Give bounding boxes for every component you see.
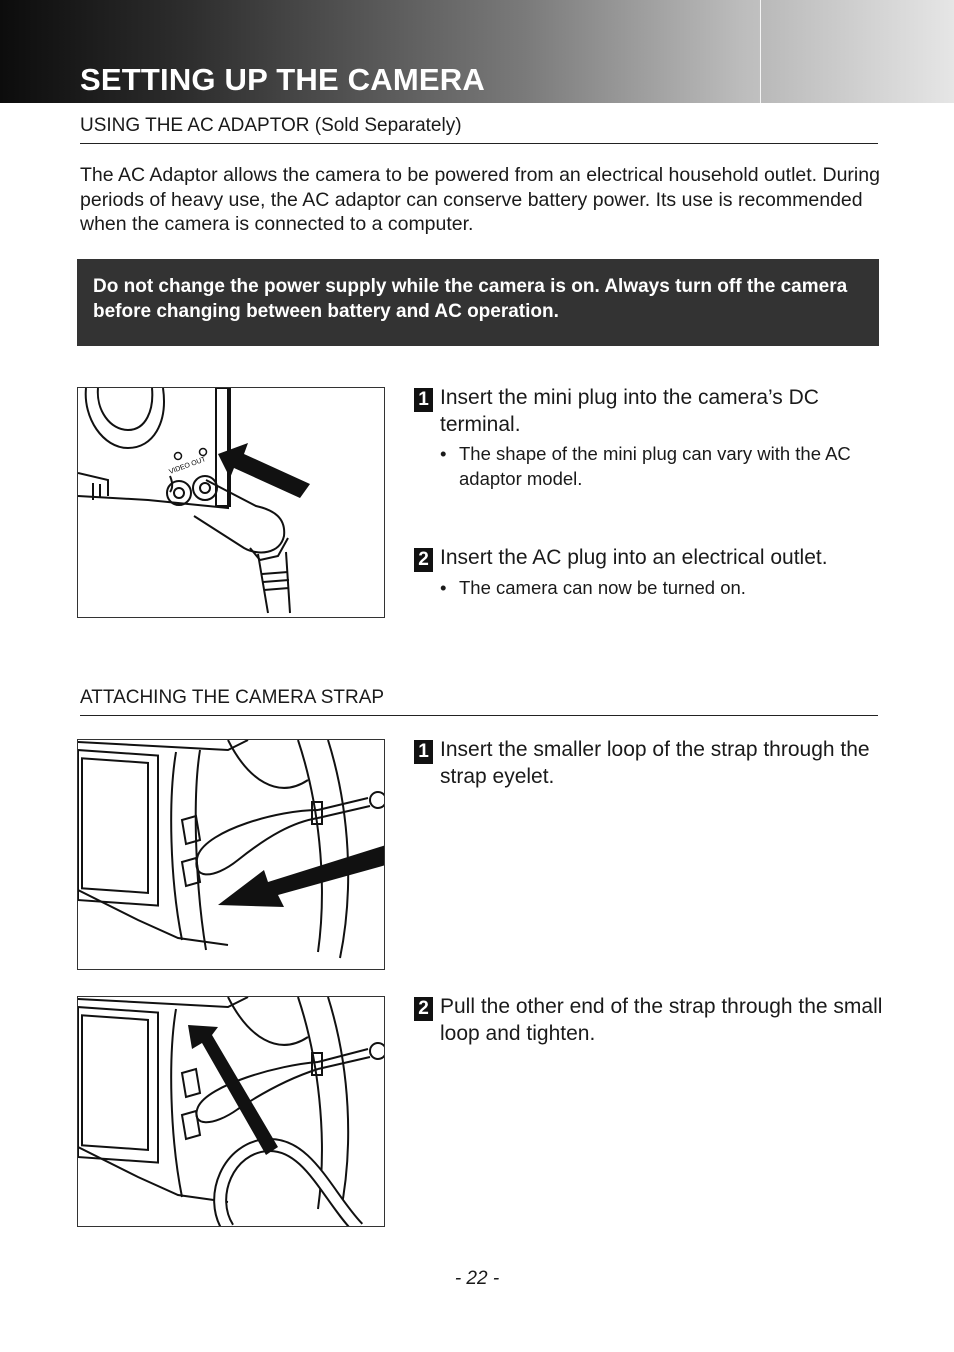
pull-up-arrow-icon xyxy=(188,1025,278,1155)
intro-paragraph: The AC Adaptor allows the camera to be powered from an electrical household outlet. During periods of heavy use, the AC adaptor can conserve battery power. Its use is recommended when the camera is connected to a computer. xyxy=(80,164,880,235)
ac-step-2 xyxy=(414,545,884,600)
bullet-symbol: • xyxy=(440,443,447,464)
step-number-badge: 2 xyxy=(414,548,433,572)
strap-insert-illustration xyxy=(78,740,385,970)
ac-plug-illustration xyxy=(78,388,385,618)
step-number-badge: 2 xyxy=(414,997,433,1021)
bullet-text: The camera can now be turned on. xyxy=(459,576,746,598)
step-text: Insert the smaller loop of the strap through the strap eyelet. xyxy=(440,738,870,788)
step-number-badge: 1 xyxy=(414,388,433,412)
strap-step-2 xyxy=(414,994,884,1047)
step-text: Insert the AC plug into an electrical outlet. xyxy=(440,546,828,569)
header-tab xyxy=(760,0,954,103)
figure-strap-step-2 xyxy=(77,996,385,1227)
step-bullet xyxy=(440,575,884,600)
bullet-symbol: • xyxy=(440,576,447,598)
section-heading-ac-adaptor: USING THE AC ADAPTOR (Sold Separately) xyxy=(80,115,878,144)
page-number: - 22 - xyxy=(454,1268,500,1289)
strap-tighten-illustration xyxy=(78,997,385,1227)
insert-arrow-icon xyxy=(218,443,310,498)
section-heading-camera-strap: ATTACHING THE CAMERA STRAP xyxy=(80,687,878,716)
strap-step-1 xyxy=(414,737,884,790)
figure-ac-plug xyxy=(77,387,385,618)
step-text: Pull the other end of the strap through the small loop and tighten. xyxy=(440,995,883,1045)
video-out-label: VIDEO OUT xyxy=(168,456,207,476)
bullet-text: The shape of the mini plug can vary with the AC adaptor model. xyxy=(459,443,851,489)
step-text: Insert the mini plug into the camera’s DC terminal. xyxy=(440,386,819,436)
figure-strap-step-1 xyxy=(77,739,385,970)
step-bullet xyxy=(440,441,884,491)
pull-arrow-icon xyxy=(218,845,385,907)
page-title: SETTING UP THE CAMERA xyxy=(80,62,485,97)
step-number-badge: 1 xyxy=(414,740,433,764)
warning-box: Do not change the power supply while the camera is on. Always turn off the camera before changing between battery and AC operation. xyxy=(77,259,879,346)
ac-step-1 xyxy=(414,385,884,491)
